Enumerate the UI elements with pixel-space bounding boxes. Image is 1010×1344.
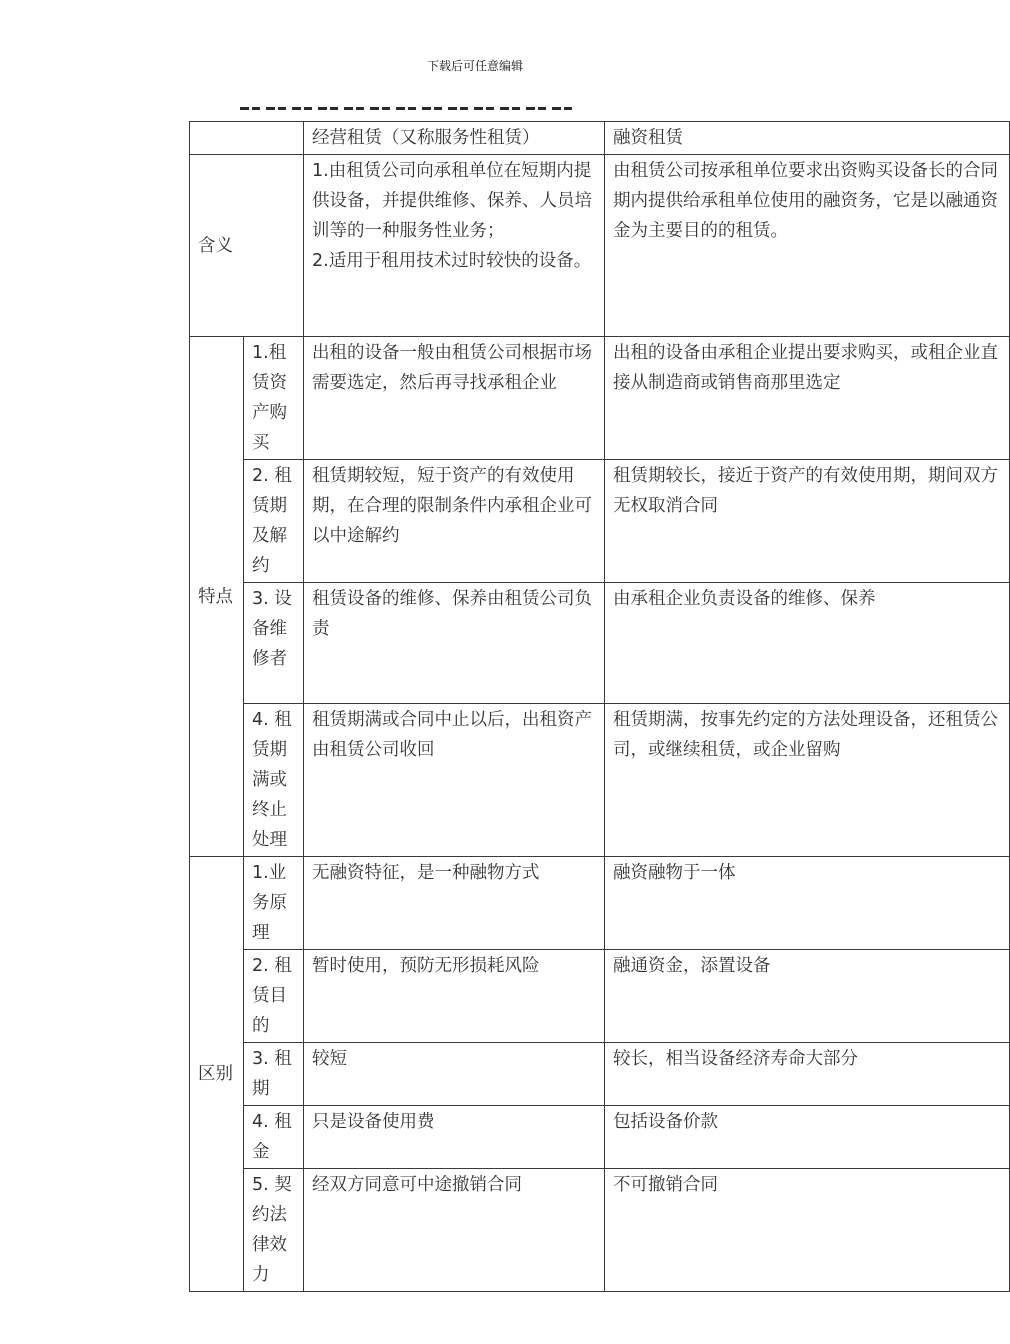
difference-1-operating: 无融资特征，是一种融物方式 <box>304 857 605 950</box>
difference-5-finance: 不可撤销合同 <box>605 1169 1010 1292</box>
difference-3-operating: 较短 <box>304 1043 605 1106</box>
feature-2-label: 2. 租赁期及解约 <box>244 460 304 583</box>
table-row-difference-3 <box>190 1043 1010 1106</box>
feature-1-operating: 出租的设备一般由租赁公司根据市场需要选定，然后再寻找承租企业 <box>304 337 605 460</box>
meaning-finance-cell: 由租赁公司按承租单位要求出资购买设备长的合同期内提供给承租单位使用的融资务，它是以融通资金为主要目的的租赁。 <box>605 155 1010 337</box>
difference-5-label: 5. 契约法律效力 <box>244 1169 304 1292</box>
difference-4-operating: 只是设备使用费 <box>304 1106 605 1169</box>
table-viewport <box>189 121 998 1285</box>
feature-2-finance: 租赁期较长，接近于资产的有效使用期，期间双方无权取消合同 <box>605 460 1010 583</box>
feature-3-label: 3. 设备维修者 <box>244 583 304 704</box>
header-corner-cell <box>190 122 304 155</box>
row-label-meaning: 含义 <box>190 155 304 337</box>
table-row-meaning <box>190 155 1010 337</box>
difference-2-label: 2. 租赁目的 <box>244 950 304 1043</box>
table-row-feature-2 <box>190 460 1010 583</box>
feature-1-label: 1.租赁资产购买 <box>244 337 304 460</box>
table-row-difference-2 <box>190 950 1010 1043</box>
feature-4-finance: 租赁期满，按事先约定的方法处理设备，还租赁公司，或继续租赁，或企业留购 <box>605 704 1010 857</box>
difference-1-label: 1.业务原理 <box>244 857 304 950</box>
feature-1-finance: 出租的设备由承租企业提出要求购买，或租企业直接从制造商或销售商那里选定 <box>605 337 1010 460</box>
difference-4-finance: 包括设备价款 <box>605 1106 1010 1169</box>
lease-comparison-table <box>189 121 1010 1292</box>
group-label-features: 特点 <box>190 337 244 857</box>
difference-2-operating: 暂时使用，预防无形损耗风险 <box>304 950 605 1043</box>
difference-5-operating: 经双方同意可中途撤销合同 <box>304 1169 605 1292</box>
meaning-operating-point-1: 1.由租赁公司向承租单位在短期内提供设备，并提供维修、保养、人员培训等的一种服务性业务； <box>312 161 592 241</box>
table-row-difference-4 <box>190 1106 1010 1169</box>
feature-4-label: 4. 租赁期满或终止处理 <box>244 704 304 857</box>
meaning-operating-cell <box>304 155 605 337</box>
feature-2-operating: 租赁期较短，短于资产的有效使用期，在合理的限制条件内承租企业可以中途解约 <box>304 460 605 583</box>
difference-4-label: 4. 租金 <box>244 1106 304 1169</box>
difference-2-finance: 融通资金，添置设备 <box>605 950 1010 1043</box>
feature-3-finance: 由承租企业负责设备的维修、保养 <box>605 583 1010 704</box>
table-row-difference-5 <box>190 1169 1010 1292</box>
meaning-operating-point-2: 2.适用于租用技术过时较快的设备。 <box>312 251 592 271</box>
header-finance-lease: 融资租赁 <box>605 122 1010 155</box>
page-header: 下载后可任意编辑 <box>426 59 523 73</box>
difference-3-label: 3. 租期 <box>244 1043 304 1106</box>
table-row-feature-4 <box>190 704 1010 857</box>
feature-4-operating: 租赁期满或合同中止以后，出租资产由租赁公司收回 <box>304 704 605 857</box>
group-label-differences: 区别 <box>190 857 244 1292</box>
table-row-difference-1 <box>190 857 1010 950</box>
header-operating-lease: 经营租赁（又称服务性租赁） <box>304 122 605 155</box>
table-header-row <box>190 122 1010 155</box>
feature-3-operating: 租赁设备的维修、保养由租赁公司负责 <box>304 583 605 704</box>
table-row-feature-1 <box>190 337 1010 460</box>
difference-1-finance: 融资融物于一体 <box>605 857 1010 950</box>
clipped-heading-fragment <box>240 102 575 110</box>
table-row-feature-3 <box>190 583 1010 704</box>
difference-3-finance: 较长，相当设备经济寿命大部分 <box>605 1043 1010 1106</box>
